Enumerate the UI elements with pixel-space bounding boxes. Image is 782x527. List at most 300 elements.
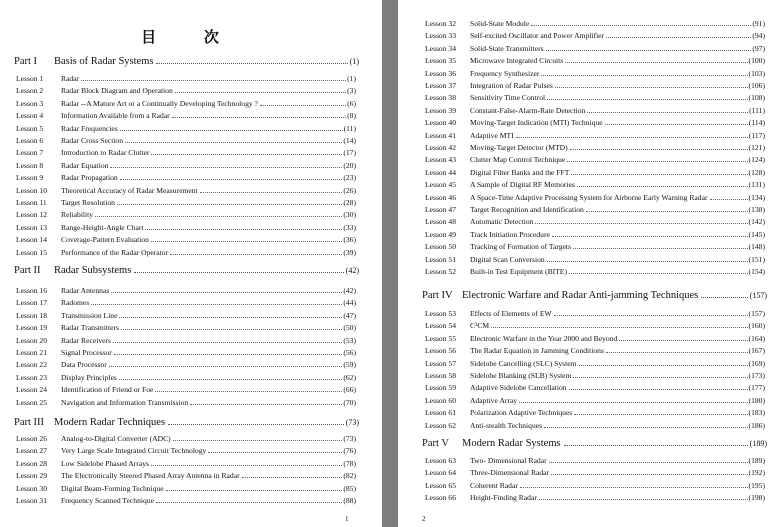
lesson-number: Lesson 56: [425, 346, 457, 356]
lesson-title: Coherent Radar: [470, 480, 518, 490]
lesson-title: Moving-Target Indication (MTI) Technique: [470, 118, 603, 128]
lesson-page: (183): [748, 408, 765, 418]
lesson-number: Lesson 48: [425, 217, 457, 227]
lesson-number: Lesson 61: [425, 408, 457, 418]
lesson-number: Lesson 32: [425, 19, 457, 28]
dot-leader: [172, 117, 346, 118]
dot-leader: [573, 248, 748, 249]
lesson-number: Lesson 40: [425, 118, 457, 128]
lesson-number: Lesson 22: [16, 360, 48, 370]
dot-leader: [113, 342, 342, 343]
lesson-number: Lesson 31: [16, 496, 48, 505]
lesson-title: Adaptive Sidelobe Cancellation: [470, 383, 567, 393]
dot-leader: [110, 167, 342, 168]
lesson-page: (100): [748, 56, 765, 66]
toc-lesson-entry: [425, 371, 765, 383]
dot-leader: [95, 216, 342, 217]
lesson-title: Electronic Warfare in the Year 2000 and Beyond: [470, 333, 618, 343]
dot-leader: [114, 354, 343, 355]
lesson-title: Radar Propagation: [61, 173, 118, 183]
lesson-page: (148): [748, 242, 765, 252]
lesson-number: Lesson 57: [425, 358, 457, 368]
dot-leader: [555, 87, 748, 88]
lesson-number: Lesson 65: [425, 480, 457, 490]
toc-lesson-entry: [425, 359, 765, 371]
lesson-title: A Sample of Digital RF Memories: [470, 180, 575, 190]
toc-lesson-entry: [425, 93, 765, 105]
part-title: Modern Radar Systems: [462, 438, 561, 449]
lesson-page: (131): [748, 180, 765, 190]
toc-lesson-entry: [425, 321, 765, 333]
lesson-number: Lesson 49: [425, 229, 457, 239]
toc-lesson-entry: [425, 408, 765, 420]
dot-leader: [151, 465, 342, 466]
lesson-title: Moving-Target Detector (MTD): [470, 143, 568, 152]
lesson-title: Analog-to-Digital Converter (ADC): [61, 434, 171, 443]
lesson-page: (30): [343, 210, 356, 220]
lesson-title: Signal Processor: [61, 348, 112, 357]
lesson-number: Lesson 47: [425, 205, 457, 214]
lesson-page: (106): [748, 81, 765, 90]
dot-leader: [569, 273, 748, 274]
lesson-title: Microwave Integrated Circuits: [470, 56, 564, 66]
lesson-page: (164): [748, 333, 765, 343]
dot-leader: [145, 229, 342, 230]
dot-leader: [175, 92, 346, 93]
lesson-number: Lesson 43: [425, 155, 457, 165]
lesson-title: Radar --A Mature Art or a Continually Developing Technology ?: [61, 98, 258, 108]
toc-part-heading: [14, 265, 359, 276]
toc-page-right: [398, 0, 782, 527]
lesson-number: Lesson 20: [16, 335, 48, 345]
lesson-number: Lesson 8: [16, 160, 44, 170]
dot-leader: [208, 452, 342, 453]
lesson-number: Lesson 27: [16, 446, 48, 456]
dot-leader: [586, 211, 748, 212]
toc-lesson-entry: [425, 481, 765, 493]
lesson-number: Lesson 1: [16, 74, 44, 83]
dot-leader: [119, 379, 342, 380]
dot-leader: [260, 105, 346, 106]
toc-lesson-entry: [16, 484, 356, 496]
lesson-page: (94): [752, 31, 765, 41]
lesson-page: (33): [343, 222, 356, 232]
lesson-page: (177): [748, 383, 765, 393]
lesson-title: Built-in Test Equipment (BITE): [470, 267, 567, 276]
lesson-number: Lesson 19: [16, 323, 48, 333]
toc-lesson-entry: [425, 267, 765, 279]
lesson-title: Three-Dimensional Radar: [470, 468, 550, 478]
toc-lesson-entry: [425, 155, 765, 167]
lesson-title: Coverage-Pattern Evaluation: [61, 235, 149, 245]
lesson-title: Adaptive MTI: [470, 130, 514, 140]
lesson-page: (142): [748, 217, 765, 227]
toc-lesson-entry: [425, 456, 765, 468]
part-page: (1): [349, 57, 359, 66]
toc-lesson-entry: [16, 186, 356, 198]
lesson-number: Lesson 50: [425, 242, 457, 252]
toc-lesson-entry: [16, 323, 356, 335]
lesson-page: (167): [748, 346, 765, 356]
dot-leader: [519, 402, 748, 403]
toc-lesson-entry: [16, 86, 356, 98]
lesson-title: C³CM: [470, 321, 490, 331]
dot-leader: [120, 130, 343, 131]
lesson-number: Lesson 33: [425, 31, 457, 41]
lesson-page: (128): [748, 167, 765, 177]
lesson-number: Lesson 37: [425, 81, 457, 90]
part-number: Part II: [14, 265, 41, 276]
toc-lesson-entry: [425, 230, 765, 242]
dot-leader: [117, 204, 342, 205]
part-page: (189): [749, 439, 767, 448]
dot-leader: [547, 261, 748, 262]
lesson-page: (53): [343, 335, 356, 345]
lesson-title: Digital Beam-Forming Technique: [61, 483, 164, 493]
lesson-title: Digital Filter Banks and the FFT: [470, 167, 570, 177]
toc-lesson-entry: [425, 468, 765, 480]
lesson-page: (14): [343, 136, 356, 145]
toc-lesson-entry: [16, 298, 356, 310]
lesson-title: Radar Equation: [61, 160, 109, 170]
lesson-page: (56): [343, 348, 356, 357]
dot-leader: [569, 389, 748, 390]
dot-leader: [573, 377, 747, 378]
toc-lesson-entry: [16, 223, 356, 235]
lesson-title: Radar Cross Section: [61, 136, 124, 145]
lesson-number: Lesson 15: [16, 247, 48, 257]
lesson-number: Lesson 64: [425, 468, 457, 478]
lesson-number: Lesson 17: [16, 298, 48, 308]
part-title: Electronic Warfare and Radar Anti-jamming Techniques: [462, 290, 699, 301]
lesson-title: Sidelobe Cancelling (SLC) System: [470, 358, 577, 368]
lesson-number: Lesson 45: [425, 180, 457, 190]
lesson-number: Lesson 60: [425, 395, 457, 405]
lesson-page: (47): [343, 310, 356, 320]
lesson-number: Lesson 29: [16, 471, 48, 481]
lesson-page: (138): [748, 205, 765, 214]
part-number: Part IV: [422, 290, 453, 301]
dot-leader: [516, 137, 748, 138]
toc-lesson-entry: [16, 311, 356, 323]
dot-leader: [166, 490, 343, 491]
lesson-page: (157): [748, 309, 765, 318]
lesson-number: Lesson 5: [16, 123, 44, 133]
lesson-title: Clutter Map Control Technique: [470, 155, 566, 165]
dot-leader: [109, 366, 343, 367]
toc-lesson-entry: [16, 286, 356, 298]
dot-leader: [125, 142, 342, 143]
lesson-page: (28): [343, 198, 356, 207]
book-gutter: [382, 0, 398, 527]
toc-lesson-entry: [425, 205, 765, 217]
lesson-title: The Radar Equation in Jamming Conditions: [470, 346, 604, 356]
toc-lesson-entry: [425, 106, 765, 118]
lesson-number: Lesson 44: [425, 167, 457, 177]
lesson-title: Adaptive Array: [470, 395, 518, 405]
lesson-page: (8): [347, 111, 356, 121]
toc-lesson-entry: [16, 136, 356, 148]
lesson-title: Radar Receivers: [61, 335, 111, 345]
toc-part-heading: [422, 438, 767, 449]
lesson-title: Radar Block Diagram and Operation: [61, 86, 173, 96]
dot-leader: [155, 391, 342, 392]
toc-lesson-entry: [425, 493, 765, 505]
dot-leader: [151, 154, 342, 155]
lesson-page: (42): [343, 286, 356, 295]
lesson-number: Lesson 59: [425, 383, 457, 393]
page-number-right: 2: [422, 515, 426, 523]
lesson-page: (66): [343, 385, 356, 395]
lesson-number: Lesson 28: [16, 458, 48, 468]
lesson-page: (154): [748, 267, 765, 276]
dot-leader: [549, 462, 748, 463]
dot-leader: [579, 365, 748, 366]
dot-leader: [81, 80, 346, 81]
toc-lesson-entry: [16, 459, 356, 471]
dot-leader: [539, 499, 748, 500]
lesson-page: (76): [343, 446, 356, 456]
lesson-page: (145): [748, 229, 765, 239]
lesson-page: (36): [343, 235, 356, 245]
toc-lesson-entry: [16, 235, 356, 247]
lesson-title: Display Principles: [61, 372, 117, 382]
toc-lesson-entry: [425, 309, 765, 321]
toc-lesson-entry: [16, 148, 356, 160]
lesson-number: Lesson 36: [425, 68, 457, 78]
lesson-number: Lesson 2: [16, 86, 44, 96]
toc-lesson-entry: [425, 168, 765, 180]
lesson-page: (62): [343, 372, 356, 382]
lesson-number: Lesson 54: [425, 321, 457, 331]
lesson-title: Automatic Detection: [470, 217, 534, 227]
lesson-number: Lesson 24: [16, 385, 48, 395]
dot-leader: [546, 50, 752, 51]
lesson-title: Performance of the Radar Operator: [61, 247, 169, 257]
lesson-number: Lesson 26: [16, 434, 48, 443]
toc-lesson-entry: [16, 336, 356, 348]
lesson-title: Sensitivity Time Control: [470, 93, 546, 103]
toc-lesson-entry: [16, 398, 356, 410]
dot-leader: [531, 25, 751, 26]
lesson-title: Navigation and Information Transmission: [61, 397, 189, 407]
lesson-page: (151): [748, 254, 765, 264]
dot-leader: [173, 440, 343, 441]
lesson-page: (121): [748, 143, 765, 152]
part-title: Modern Radar Techniques: [54, 417, 166, 428]
lesson-number: Lesson 53: [425, 309, 457, 318]
lesson-title: Transmission Line: [61, 310, 118, 320]
lesson-page: (103): [748, 68, 765, 78]
lesson-title: Target Resolution: [61, 198, 115, 207]
lesson-page: (73): [343, 434, 356, 443]
lesson-page: (26): [343, 185, 356, 195]
dot-leader: [552, 236, 748, 237]
lesson-page: (114): [748, 118, 765, 128]
lesson-page: (111): [749, 105, 765, 115]
toc-lesson-entry: [16, 99, 356, 111]
lesson-title: Solid-State Transmitters: [470, 43, 544, 53]
lesson-title: Solid-State Module: [470, 19, 530, 28]
lesson-title: Integration of Radar Pulses: [470, 81, 553, 90]
toc-lesson-entry: [16, 124, 356, 136]
lesson-page: (169): [748, 358, 765, 368]
lesson-number: Lesson 14: [16, 235, 48, 245]
dot-leader: [570, 149, 748, 150]
dot-leader: [91, 304, 342, 305]
toc-lesson-entry: [16, 248, 356, 260]
dot-leader: [554, 315, 748, 316]
lesson-number: Lesson 9: [16, 173, 44, 183]
lesson-title: Constant-False-Alarm-Rate Detection: [470, 105, 586, 115]
lesson-page: (108): [748, 93, 765, 103]
toc-page-left: [0, 0, 382, 527]
dot-leader: [565, 62, 747, 63]
lesson-page: (91): [752, 19, 765, 28]
toc-lesson-entry: [425, 81, 765, 93]
toc-lesson-entry: [425, 255, 765, 267]
toc-title: 目 次: [141, 30, 241, 46]
page-number-left: 1: [345, 515, 349, 523]
dot-leader: [242, 477, 343, 478]
lesson-page: (50): [343, 323, 356, 333]
toc-lesson-entry: [16, 210, 356, 222]
lesson-title: Low Sidelobe Phased Arrays: [61, 458, 149, 468]
dot-leader: [190, 404, 342, 405]
dot-leader: [606, 37, 751, 38]
toc-lesson-entry: [425, 421, 765, 433]
lesson-title: The Electronically Steered Phased Array Antenna in Radar: [61, 471, 240, 481]
dot-leader: [491, 327, 747, 328]
toc-lesson-entry: [16, 373, 356, 385]
toc-lesson-entry: [16, 161, 356, 173]
toc-part-heading: [14, 417, 359, 428]
toc-lesson-entry: [16, 385, 356, 397]
lesson-number: Lesson 62: [425, 420, 457, 430]
dot-leader: [120, 179, 343, 180]
toc-lesson-entry: [425, 217, 765, 229]
lesson-title: Frequency Scanned Technique: [61, 496, 154, 505]
toc-lesson-entry: [16, 74, 356, 86]
lesson-page: (1): [347, 74, 356, 83]
dot-leader: [587, 112, 748, 113]
dot-leader: [577, 186, 748, 187]
toc-lesson-entry: [16, 471, 356, 483]
dot-leader: [520, 487, 748, 488]
dot-leader: [574, 414, 747, 415]
toc-lesson-entry: [425, 180, 765, 192]
toc-lesson-entry: [16, 434, 356, 446]
lesson-page: (82): [343, 471, 356, 481]
part-number: Part I: [14, 56, 38, 67]
lesson-number: Lesson 34: [425, 43, 457, 53]
lesson-title: Height-Finding Radar: [470, 493, 537, 503]
lesson-number: Lesson 16: [16, 286, 48, 295]
toc-lesson-entry: [425, 193, 765, 205]
lesson-title: Radar: [61, 74, 80, 83]
lesson-page: (160): [748, 321, 765, 331]
lesson-title: Identification of Friend or Foe: [61, 385, 154, 395]
lesson-number: Lesson 39: [425, 105, 457, 115]
toc-lesson-entry: [16, 360, 356, 372]
dot-leader: [156, 63, 347, 64]
dot-leader: [119, 317, 342, 318]
dot-leader: [701, 297, 747, 298]
dot-leader: [547, 99, 747, 100]
toc-lesson-entry: [425, 396, 765, 408]
toc-lesson-entry: [425, 118, 765, 130]
dot-leader: [151, 241, 342, 242]
lesson-page: (23): [343, 173, 356, 183]
lesson-title: Reliability: [61, 210, 94, 220]
toc-lesson-entry: [425, 334, 765, 346]
lesson-number: Lesson 6: [16, 136, 44, 145]
dot-leader: [619, 340, 747, 341]
lesson-number: Lesson 35: [425, 56, 457, 66]
dot-leader: [170, 254, 342, 255]
lesson-number: Lesson 30: [16, 483, 48, 493]
lesson-number: Lesson 18: [16, 310, 48, 320]
lesson-title: Anti-stealth Techniques: [470, 420, 543, 430]
lesson-title: A Space-Time Adaptive Processing System for Airborne Early Warning Radar: [470, 192, 708, 202]
lesson-number: Lesson 11: [16, 198, 47, 207]
lesson-page: (44): [343, 298, 356, 308]
lesson-title: Theoretical Accuracy of Radar Measurement: [61, 185, 198, 195]
dot-leader: [111, 292, 342, 293]
lesson-title: Self-excited Oscillator and Power Amplifier: [470, 31, 605, 41]
lesson-number: Lesson 23: [16, 372, 48, 382]
toc-lesson-entry: [425, 346, 765, 358]
lesson-page: (189): [748, 456, 765, 465]
lesson-page: (180): [748, 395, 765, 405]
lesson-number: Lesson 10: [16, 185, 48, 195]
dot-leader: [606, 352, 748, 353]
lesson-title: Data Processor: [61, 360, 107, 370]
lesson-number: Lesson 55: [425, 333, 457, 343]
lesson-title: Information Available from a Radar: [61, 111, 170, 121]
lesson-title: Sidelobe Blanking (SLB) System: [470, 371, 572, 380]
lesson-page: (78): [343, 458, 356, 468]
dot-leader: [544, 427, 747, 428]
toc-lesson-entry: [16, 173, 356, 185]
lesson-number: Lesson 21: [16, 348, 48, 357]
part-title: Radar Subsystems: [54, 265, 132, 276]
toc-lesson-entry: [425, 56, 765, 68]
lesson-title: Effects of Elements of EW: [470, 309, 552, 318]
lesson-number: Lesson 4: [16, 111, 44, 121]
lesson-number: Lesson 3: [16, 98, 44, 108]
part-title: Basis of Radar Systems: [54, 56, 154, 67]
part-number: Part V: [422, 438, 449, 449]
lesson-number: Lesson 13: [16, 222, 48, 232]
lesson-number: Lesson 46: [425, 192, 457, 202]
lesson-page: (3): [347, 86, 356, 96]
lesson-title: Two- Dimensional Radar: [470, 456, 547, 465]
toc-lesson-entry: [425, 131, 765, 143]
lesson-number: Lesson 7: [16, 148, 44, 158]
toc-lesson-entry: [16, 198, 356, 210]
toc-lesson-entry: [425, 44, 765, 56]
part-number: Part III: [14, 417, 45, 428]
toc-lesson-entry: [425, 19, 765, 31]
dot-leader: [567, 161, 747, 162]
dot-leader: [541, 75, 747, 76]
lesson-number: Lesson 58: [425, 371, 457, 380]
lesson-page: (59): [343, 360, 356, 370]
toc-lesson-entry: [425, 69, 765, 81]
dot-leader: [710, 199, 748, 200]
lesson-page: (85): [343, 483, 356, 493]
